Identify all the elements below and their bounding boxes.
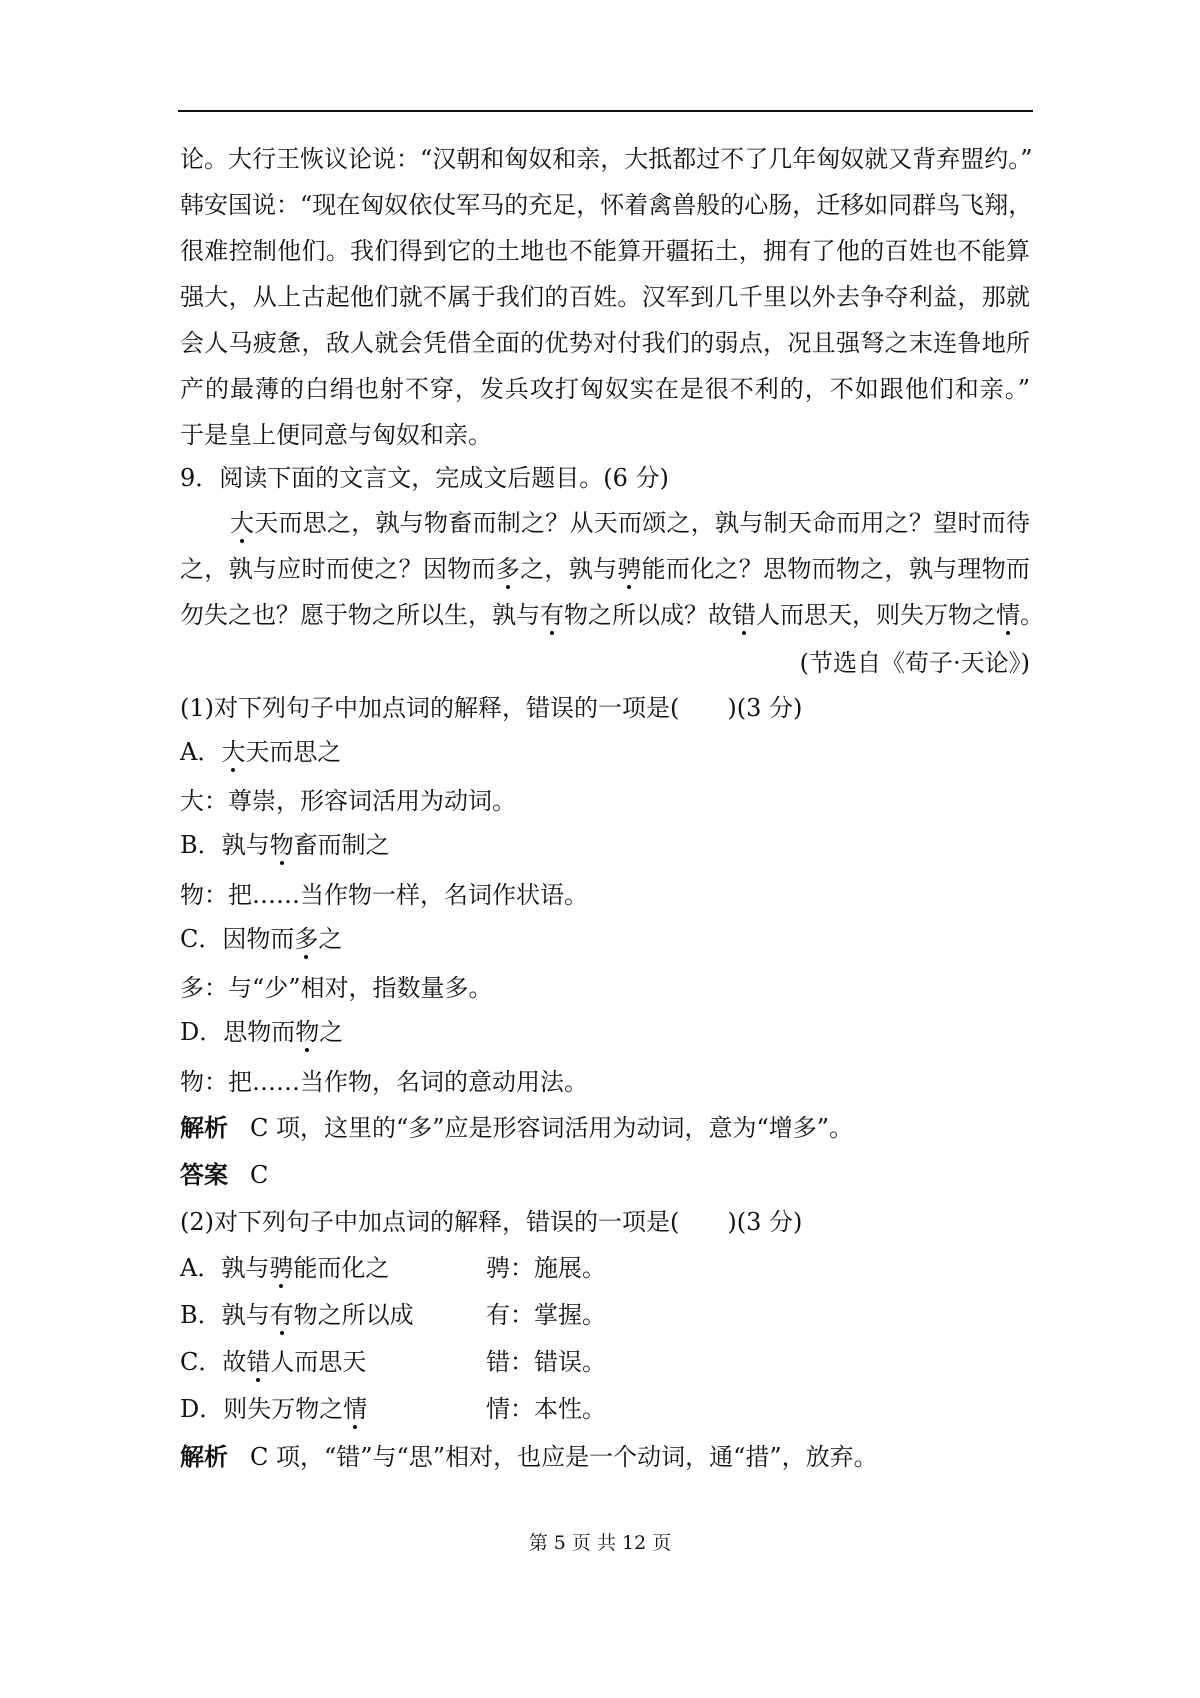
option-explanation: 物：把……当作物，名词的意动用法。 [180, 1068, 588, 1096]
dotted-char: 骋 [617, 555, 642, 583]
text-span: 人而思天 [270, 1348, 367, 1376]
dotted-char: 物 [295, 1018, 320, 1046]
text-span: 能而化之 [293, 1254, 390, 1282]
text-span: 人而思天，则失万物之 [756, 601, 996, 629]
analysis-text: C 项，“错”与“思”相对，也应是一个动词，通“措”，放弃。 [250, 1443, 878, 1471]
option-d [180, 1394, 1030, 1424]
text-span: 。 [1020, 601, 1044, 629]
text-span: 物之所以成 [293, 1301, 414, 1329]
option-label: B．孰与 [180, 831, 270, 859]
dotted-char: 有 [540, 601, 564, 629]
option-label: D．思物而 [180, 1018, 296, 1046]
passage-line: 很难控制他们。我们得到它的土地也不能算开疆拓土，拥有了他的百姓也不能算 [180, 237, 1030, 265]
answer-text: C [250, 1161, 269, 1189]
dotted-char: 错 [246, 1348, 271, 1376]
text-span: 之，孰与应时而使之？因物而 [180, 555, 496, 583]
option-d [180, 1017, 1030, 1047]
dotted-char: 骋 [269, 1254, 294, 1282]
option-explanation: 错：错误。 [486, 1348, 606, 1376]
passage-line: 论。大行王恢议论说：“汉朝和匈奴和亲，大抵都过不了几年匈奴就又背弃盟约。” [180, 145, 1033, 173]
page-footer: 第 5 页 共 12 页 [528, 1532, 672, 1554]
dotted-char: 有 [269, 1301, 294, 1329]
analysis-line [180, 1442, 1030, 1472]
text-span: 勿失之也？愿于物之所以生，孰与 [180, 601, 540, 629]
option-a [180, 737, 1030, 767]
option-explanation: 骋：施展。 [486, 1254, 606, 1282]
dotted-char: 多 [294, 925, 319, 953]
option-explanation: 有：掌握。 [486, 1301, 606, 1329]
dotted-char: 物 [269, 831, 294, 859]
classical-text-line [180, 554, 1030, 584]
option-c [180, 1347, 1030, 1377]
text-span: 天而思之，孰与物畜而制之？从天而颂之，孰与制天命而用之？望时而待 [254, 509, 1030, 537]
option-label: B．孰与 [180, 1301, 270, 1329]
option-label: D．则失万物之 [180, 1395, 344, 1423]
text-span: 天而思之 [245, 738, 342, 766]
passage-line: 于是皇上便同意与匈奴和亲。 [180, 421, 492, 449]
classical-text-line [180, 600, 1044, 630]
option-label: C．故 [180, 1348, 247, 1376]
passage-line: 产的最薄的白绢也射不穿，发兵攻打匈奴实在是很不利的，不如跟他们和亲。” [180, 375, 1030, 403]
analysis-text: C 项，这里的“多”应是形容词活用为动词，意为“增多”。 [250, 1114, 854, 1142]
header-rule [178, 110, 1033, 112]
dotted-char: 情 [996, 601, 1020, 629]
text-span: 能而化之？思物而物之，孰与理物而 [641, 555, 1031, 583]
option-a [180, 1253, 1030, 1283]
text-span: 之 [319, 1018, 344, 1046]
dotted-char: 情 [343, 1395, 368, 1423]
option-explanation: 大：尊崇，形容词活用为动词。 [180, 787, 516, 815]
analysis-label: 解析 [180, 1113, 228, 1142]
dotted-char: 大 [221, 738, 246, 766]
analysis-label: 解析 [180, 1442, 228, 1471]
option-c [180, 924, 1030, 954]
text-span: 之，孰与 [520, 555, 618, 583]
dotted-char: 错 [732, 601, 756, 629]
classical-text-line [180, 508, 1030, 538]
option-b [180, 1300, 1030, 1330]
subquestion-stem: (2)对下列句子中加点词的解释，错误的一项是( )(3 分) [180, 1208, 803, 1236]
dotted-char: 大 [230, 509, 255, 537]
dotted-char: 多 [495, 555, 521, 583]
option-explanation: 多：与“少”相对，指数量多。 [180, 974, 493, 1002]
passage-line: 会人马疲惫，敌人就会凭借全面的优势对付我们的弱点，况且强弩之末连鲁地所 [180, 329, 1030, 357]
option-label: C．因物而 [180, 925, 295, 953]
option-label: A．孰与 [180, 1254, 270, 1282]
answer-line [180, 1160, 1030, 1190]
text-span: 之 [318, 925, 343, 953]
analysis-line [180, 1113, 1030, 1143]
question-stem: 9．阅读下面的文言文，完成文后题目。(6 分) [180, 464, 669, 492]
source-citation: (节选自《荀子·天论》) [799, 649, 1030, 677]
option-explanation: 物：把……当作物一样，名词作状语。 [180, 881, 588, 909]
option-b [180, 830, 1030, 860]
answer-label: 答案 [180, 1160, 228, 1189]
passage-line: 强大，从上古起他们就不属于我们的百姓。汉军到几千里以外去争夺利益，那就 [180, 283, 1030, 311]
option-label: A． [180, 738, 222, 766]
subquestion-stem: (1)对下列句子中加点词的解释，错误的一项是( )(3 分) [180, 694, 803, 722]
text-span: 畜而制之 [293, 831, 390, 859]
text-span: 物之所以成？故 [564, 601, 732, 629]
passage-line: 韩安国说：“现在匈奴依仗军马的充足，怀着禽兽般的心肠，迁移如同群鸟飞翔， [180, 191, 1033, 219]
option-explanation: 情：本性。 [486, 1395, 606, 1423]
